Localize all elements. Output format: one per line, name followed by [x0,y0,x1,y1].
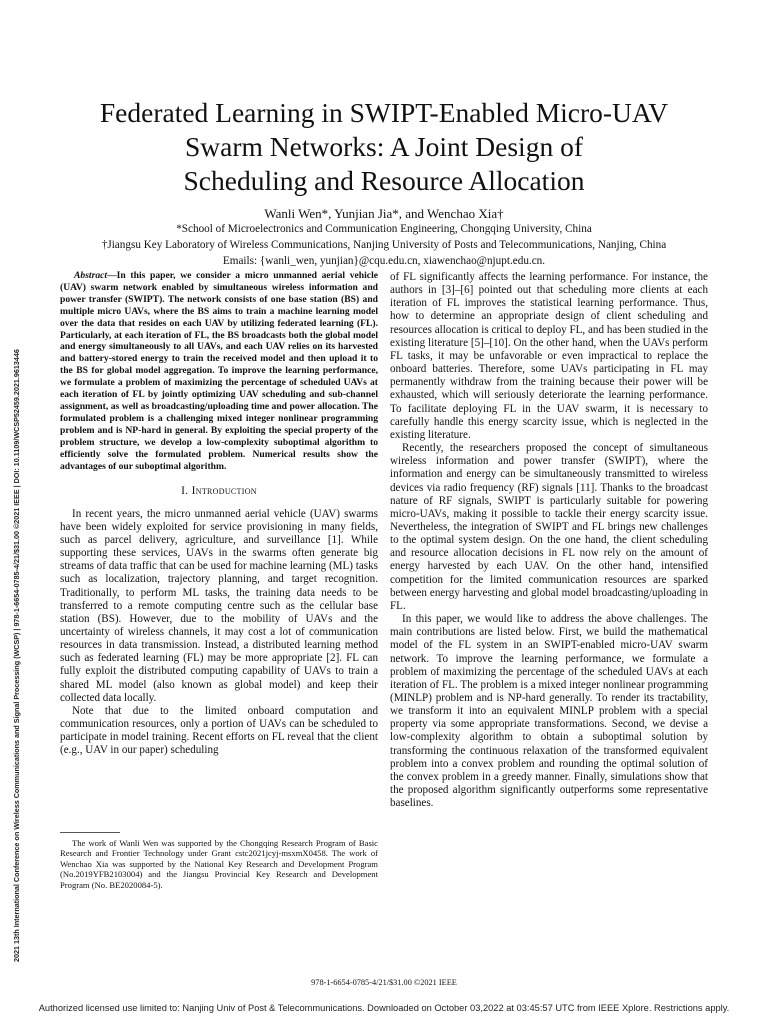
section-number: I. [181,485,192,498]
body-paragraph: In this paper, we would like to address the above challenges. The main contributions are listed below. First, we build the mathematical model of the FL system in an SWIPT-enabled micro-UAV swarm network. To improve the learning performance, we formulate a problem of maximizing the percentage of the scheduled UAVs at each iteration of FL. The problem is a mixed integer nonlinear programming (MINLP) problem and is NP-hard generally. To render its tractability, we transform it into an equivalent MINLP problem with a special property via some appropriate transformations. Second, we devise a low-complexity algorithm to obtain a suboptimal solution by transforming the continuous relaxation of the transformed equivalent problem into a convex problem and rounding the optimal solution of the convex problem in a greedy manner. Finally, simulations show that the proposed algorithm significantly outperforms some representative baselines. [390,613,708,810]
license-notice: Authorized licensed use limited to: Nanjing Univ of Post & Telecommunications. Downloaded on October 03,2022 at 03:45:57 UTC from IEEE Xplore. Restrictions apply. [38,1003,730,1013]
right-column [390,271,708,810]
abstract [60,270,378,472]
paper-title [40,96,728,198]
title-line: Federated Learning in SWIPT-Enabled Micro-UAV [99,97,669,128]
conference-sidebar: 2021 13th International Conference on Wireless Communications and Signal Processing (WCSP) | 978-1-6654-0785-4/21/$31.00 ©2021 IEEE | DOI: 10.1109/WCSP52459.2021.9613446 [12,349,21,962]
footnote-text: The work of Wanli Wen was supported by the Chongqing Research Program of Basic Research and Frontier Technology under Grant cstc2021jcyj-msxmX0458. The work of Wenchao Xia was supported by the National Key Research and Development Program (No.2019YFB2103004) and the Jiangsu Provincial Key Research and Development Program (No. BE2020084-5). [60,838,378,890]
author-list: Wanli Wen*, Yunjian Jia*, and Wenchao Xia† [264,206,504,221]
abstract-text: —In this paper, we consider a micro unmanned aerial vehicle (UAV) swarm network enabled by simultaneous wireless information and power transfer (SWIPT). The network consists of one base station (BS) and multiple micro UAVs, where the BS aims to train a machine learning model over the data that resides on each UAV by utilizing federated learning (FL). Particularly, at each iteration of FL, the BS broadcasts both the global model and energy simultaneously to all UAVs, and each UAV relies on its harvested and battery-stored energy to train the received model and then upload it to the BS for global model aggregation. To improve the learning performance, we formulate a problem of maximizing the percentage of scheduled UAVs at each iteration of FL by jointly optimizing UAV scheduling and sub-channel assignment, as well as broadcasting/uploading time and power allocation. The formulated problem is a challenging mixed integer nonlinear programming problem and is NP-hard in general. By exploiting the special property of the problem structure, we develop a low-complexity suboptimal algorithm to efficiently solve the formulated problem. Numerical results show the advantages of our suboptimal algorithm. [60,270,378,472]
body-paragraph: of FL significantly affects the learning performance. For instance, the authors in [3]–[6] pointed out that scheduling more clients at each iteration of FL improves the statistical learning performance. Thus, how to determine an appropriate design of client scheduling and resources allocation is critical to deploy FL, and has been studied in the existing literature [5]–[10]. On the other hand, when the UAVs perform FL tasks, it may be unfavorable or even impractical to replace the onboard batteries. Therefore, some UAVs participating in FL may permanently withdraw from the training because their power will be exhausted, which will seriously deteriorate the learning performance. To facilitate deploying FL in the UAV swarm, it is necessary to carefully handle this energy scarcity issue, which is neglected in the existing literature. [390,271,708,441]
author-emails: Emails: {wanli_wen, yunjian}@cqu.edu.cn, xiawenchao@njupt.edu.cn. [222,255,546,267]
title-line: Scheduling and Resource Allocation [183,165,585,196]
affiliation-2: †Jiangsu Key Laboratory of Wireless Communications, Nanjing University of Posts and Telecommunications, Nanjing, China [101,239,667,251]
body-paragraph: Recently, the researchers proposed the concept of simultaneous wireless information and power transfer (SWIPT), where the information and energy can be simultaneously transmitted to wireless devices via radio frequency (RF) signals [11]. Thanks to the broadcast nature of RF signals, SWIPT is particularly suitable for powering micro-UAVs, making it possible to tackle their energy scarcity issue. Nevertheless, the integration of SWIPT and FL brings new challenges to the optimal system design. On the one hand, the client scheduling and resource allocation decisions in FL now rely on the amount of energy harvested by each UAV. On the other hand, intensified competition for the limited communication resources are sparked between energy harvesting and global model broadcasting/uploading in FL. [390,442,708,612]
body-paragraph: In recent years, the micro unmanned aerial vehicle (UAV) swarms have been widely exploited for service provisioning in many fields, such as parcel delivery, agriculture, and surveillance [1]. While supporting these services, UAVs in the swarms often generate big streams of data traffic that can be used for machine learning (ML) tasks such as localization, trajectory planning, and target recognition. Traditionally, to perform ML tasks, the training data needs to be transferred to a remote computing centre such as the cellular base station (BS). However, due to the mobility of UAVs and the uncertainty of wireless channels, it may cost a lot of communication resources in data transmission. Instead, a distributed learning method such as federated learning (FL) may be more appropriate [2]. FL can fully exploit the distributed computing capability of UAVs to train a shared ML model (also known as global model) and keep their collected data locally. [60,507,378,704]
body-paragraph: Note that due to the limited onboard computation and communication resources, only a portion of UAVs can be scheduled to participate in model training. Recent efforts on FL reveal that the client (e.g., UAV in our paper) scheduling [60,704,378,757]
funding-footnote [60,838,378,890]
isbn-copyright-line: 978-1-6654-0785-4/21/$31.00 ©2021 IEEE [311,978,457,987]
footnote-divider [60,832,120,833]
left-column [60,270,378,758]
section-title: Introduction [191,485,257,498]
abstract-label: Abstract [74,270,108,281]
affiliation-1: *School of Microelectronics and Communication Engineering, Chongqing University, China [176,223,592,235]
title-line: Swarm Networks: A Joint Design of [185,131,583,162]
section-heading [60,485,378,498]
